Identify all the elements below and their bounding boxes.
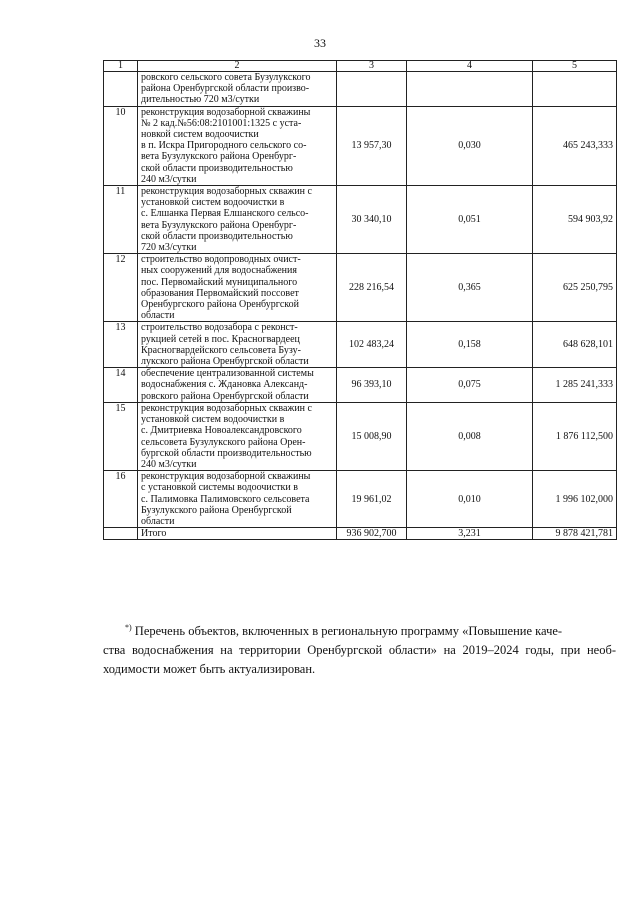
- footnote-marker: *): [125, 623, 132, 632]
- table-row: [104, 471, 617, 528]
- total-total: 9 878 421,781: [533, 528, 617, 540]
- cell-cost: 30 340,10: [337, 186, 407, 254]
- table-row: [104, 72, 617, 107]
- cell-capacity: 0,158: [407, 322, 533, 368]
- table-row: [104, 254, 617, 322]
- cell-num: 10: [104, 106, 138, 185]
- cell-num: 13: [104, 322, 138, 368]
- cell-total: 465 243,333: [533, 106, 617, 185]
- cell-total: 1 996 102,000: [533, 471, 617, 528]
- footnote-rest: ства водоснабжения на территории Оренбургской области» на 2019–2024 годы, при необ-ходимости может быть актуализирован.: [103, 643, 616, 677]
- cell-num: 11: [104, 186, 138, 254]
- column-header: 4: [407, 61, 533, 72]
- column-header: 2: [138, 61, 337, 72]
- cell-cost: 15 008,90: [337, 402, 407, 470]
- cell-num: [104, 528, 138, 540]
- cell-cost: 13 957,30: [337, 106, 407, 185]
- cell-cost: 102 483,24: [337, 322, 407, 368]
- cell-total: 594 903,92: [533, 186, 617, 254]
- footnote: [103, 618, 616, 679]
- cell-num: 16: [104, 471, 138, 528]
- cell-desc: реконструкция водозаборных скважин с установкой систем водоочистки в с. Дмитриевка Новоалександровского сельсовета Бузулукского района Орен- бургской области производительностью 240 м3/сутки: [138, 402, 337, 470]
- cell-cost: 19 961,02: [337, 471, 407, 528]
- table-row: [104, 402, 617, 470]
- cell-capacity: [407, 72, 533, 107]
- cell-capacity: 0,010: [407, 471, 533, 528]
- table-row: [104, 368, 617, 403]
- cell-total: 1 876 112,500: [533, 402, 617, 470]
- cell-capacity: 0,051: [407, 186, 533, 254]
- cell-num: [104, 72, 138, 107]
- cell-num: 14: [104, 368, 138, 403]
- objects-table: [103, 60, 617, 540]
- total-label: Итого: [138, 528, 337, 540]
- footnote-line1: Перечень объектов, включенных в региональную программу «Повышение каче-: [134, 624, 563, 639]
- cell-desc: реконструкция водозаборной скважины № 2 кад.№56:08:2101001:1325 с уста- новкой систем водоочистки в п. Искра Пригородного сельского со- вета Бузулукского района Оренбург- ской области производительностью 240 м3/сутки: [138, 106, 337, 185]
- table-row: [104, 186, 617, 254]
- cell-desc: реконструкция водозаборной скважины с установкой системы водоочистки в с. Палимовка Палимовского сельсовета Бузулукского района Оренбургской области: [138, 471, 337, 528]
- cell-cost: 96 393,10: [337, 368, 407, 403]
- table-row: [104, 322, 617, 368]
- total-row: [104, 528, 617, 540]
- cell-total: 625 250,795: [533, 254, 617, 322]
- cell-desc: ровского сельского совета Бузулукского района Оренбургской области произво- дительностью 720 м3/сутки: [138, 72, 337, 107]
- total-capacity: 3,231: [407, 528, 533, 540]
- column-header: 5: [533, 61, 617, 72]
- column-header: 3: [337, 61, 407, 72]
- cell-capacity: 0,075: [407, 368, 533, 403]
- total-cost: 936 902,700: [337, 528, 407, 540]
- cell-capacity: 0,365: [407, 254, 533, 322]
- cell-desc: реконструкция водозаборных скважин с установкой систем водоочистки в с. Елшанка Первая Елшанского сельсо- вета Бузулукского района Оренбург- ской области производительностью 720 м3/сутки: [138, 186, 337, 254]
- table-header-row: [104, 61, 617, 72]
- table-row: [104, 106, 617, 185]
- cell-capacity: 0,008: [407, 402, 533, 470]
- page-number: 33: [314, 36, 326, 50]
- cell-desc: строительство водозабора с реконст- рукцией сетей в пос. Красногвардеец Красногвардейского сельсовета Бузу- лукского района Оренбургской области: [138, 322, 337, 368]
- column-header: 1: [104, 61, 138, 72]
- cell-num: 15: [104, 402, 138, 470]
- cell-num: 12: [104, 254, 138, 322]
- cell-capacity: 0,030: [407, 106, 533, 185]
- cell-desc: строительство водопроводных очист- ных сооружений для водоснабжения пос. Первомайский муниципального образования Первомайский поссовет Оренбургского района Оренбургской области: [138, 254, 337, 322]
- cell-total: 1 285 241,333: [533, 368, 617, 403]
- cell-cost: [337, 72, 407, 107]
- cell-total: 648 628,101: [533, 322, 617, 368]
- cell-total: [533, 72, 617, 107]
- cell-cost: 228 216,54: [337, 254, 407, 322]
- cell-desc: обеспечение централизованной системы водоснабжения с. Ждановка Александ- ровского района Оренбургской области: [138, 368, 337, 403]
